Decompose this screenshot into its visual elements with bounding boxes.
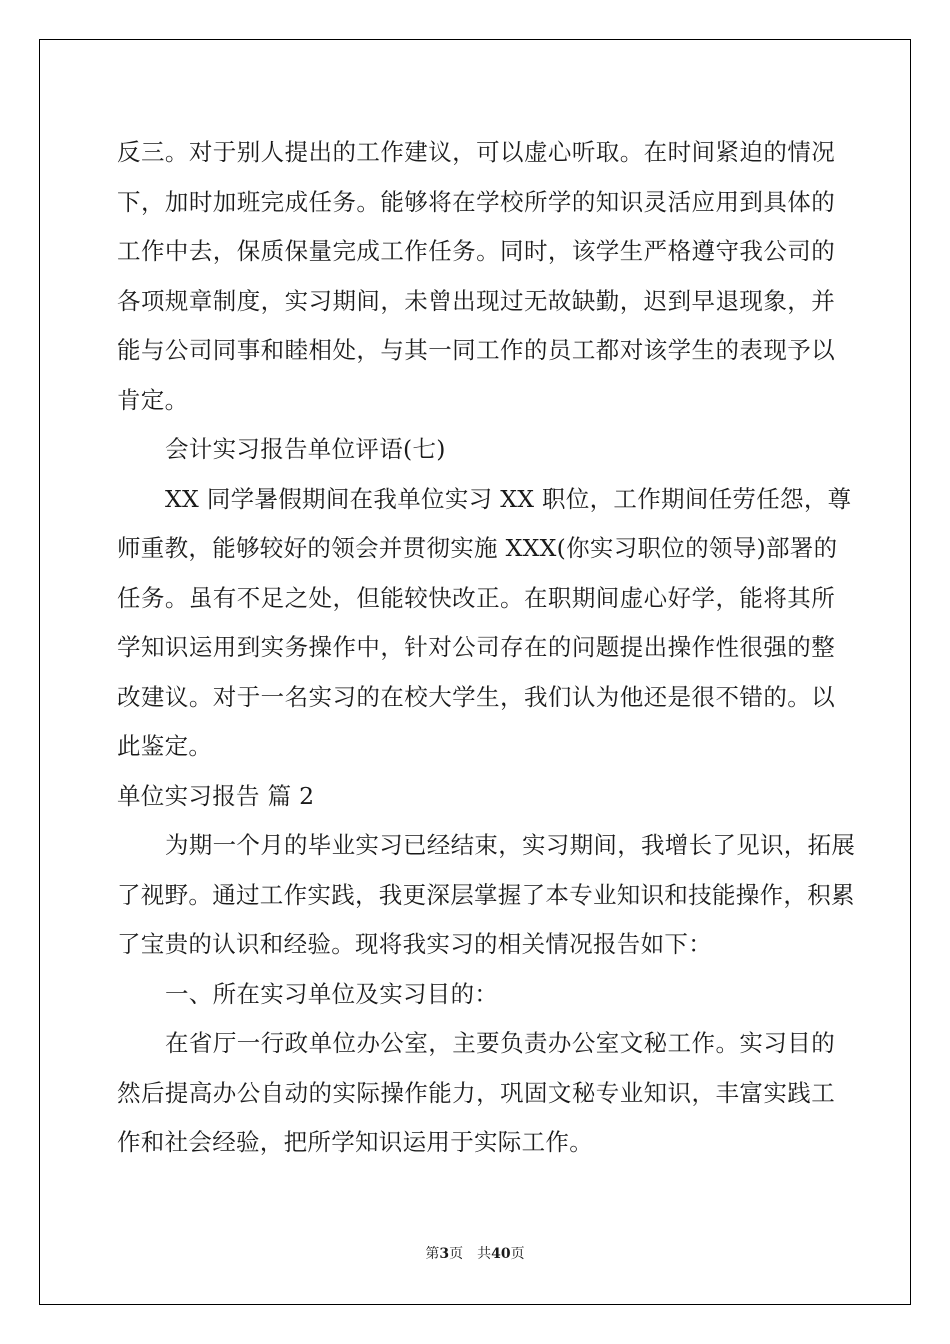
- text-line: 学知识运用到实务操作中，针对公司存在的问题提出操作性很强的整: [117, 633, 835, 661]
- document-body: [117, 132, 856, 1172]
- text-line: 为期一个月的毕业实习已经结束，实习期间，我增长了见识，拓展: [165, 831, 856, 859]
- section-heading: 会计实习报告单位评语(七): [165, 435, 446, 463]
- text-line: 然后提高办公自动的实际操作能力，巩固文秘专业知识，丰富实践工: [117, 1078, 835, 1107]
- text-line: 任务。虽有不足之处，但能较快改正。在职期间虚心好学，能将其所: [117, 583, 835, 612]
- text-line: 工作中去，保质保量完成工作任务。同时，该学生严格遵守我公司的: [117, 237, 835, 265]
- text-line: 各项规章制度，实习期间，未曾出现过无故缺勤，迟到早退现象，并: [117, 286, 835, 315]
- text-line: 了宝贵的认识和经验。现将我实习的相关情况报告如下：: [117, 930, 712, 958]
- total-page-count: 40: [491, 1246, 511, 1262]
- text-line: 能与公司同事和睦相处，与其一同工作的员工都对该学生的表现予以: [117, 336, 835, 364]
- text-line: 在省厅一行政单位办公室，主要负责办公室文秘工作。实习目的: [165, 1029, 835, 1057]
- footer-page-unit: 页: [449, 1246, 464, 1262]
- text-line: 作和社会经验，把所学知识运用于实际工作。: [117, 1128, 593, 1156]
- footer-prefix: 第: [425, 1246, 440, 1262]
- text-line: 反三。对于别人提出的工作建议，可以虚心听取。在时间紧迫的情况: [117, 138, 835, 166]
- footer-total-prefix: 共: [477, 1246, 492, 1262]
- page-footer: [0, 1244, 950, 1264]
- text-line: 此鉴定。: [117, 732, 213, 760]
- footer-total-unit: 页: [510, 1246, 525, 1262]
- section-title: 单位实习报告 篇 2: [117, 781, 315, 810]
- subsection-heading: 一、所在实习单位及实习目的：: [165, 979, 499, 1008]
- text-line: 了视野。通过工作实践，我更深层掌握了本专业知识和技能操作，积累: [117, 880, 855, 909]
- text-line: 肯定。: [117, 385, 189, 414]
- text-line: 师重教，能够较好的领会并贯彻实施 XXX(你实习职位的领导)部署的: [117, 534, 838, 562]
- text-line: 改建议。对于一名实习的在校大学生，我们认为他还是很不错的。以: [117, 682, 835, 711]
- text-line: 下，加时加班完成任务。能够将在学校所学的知识灵活应用到具体的: [117, 187, 835, 216]
- text-line: XX 同学暑假期间在我单位实习 XX 职位，工作期间任劳任怨，尊: [165, 484, 852, 513]
- current-page-number: 3: [439, 1246, 450, 1262]
